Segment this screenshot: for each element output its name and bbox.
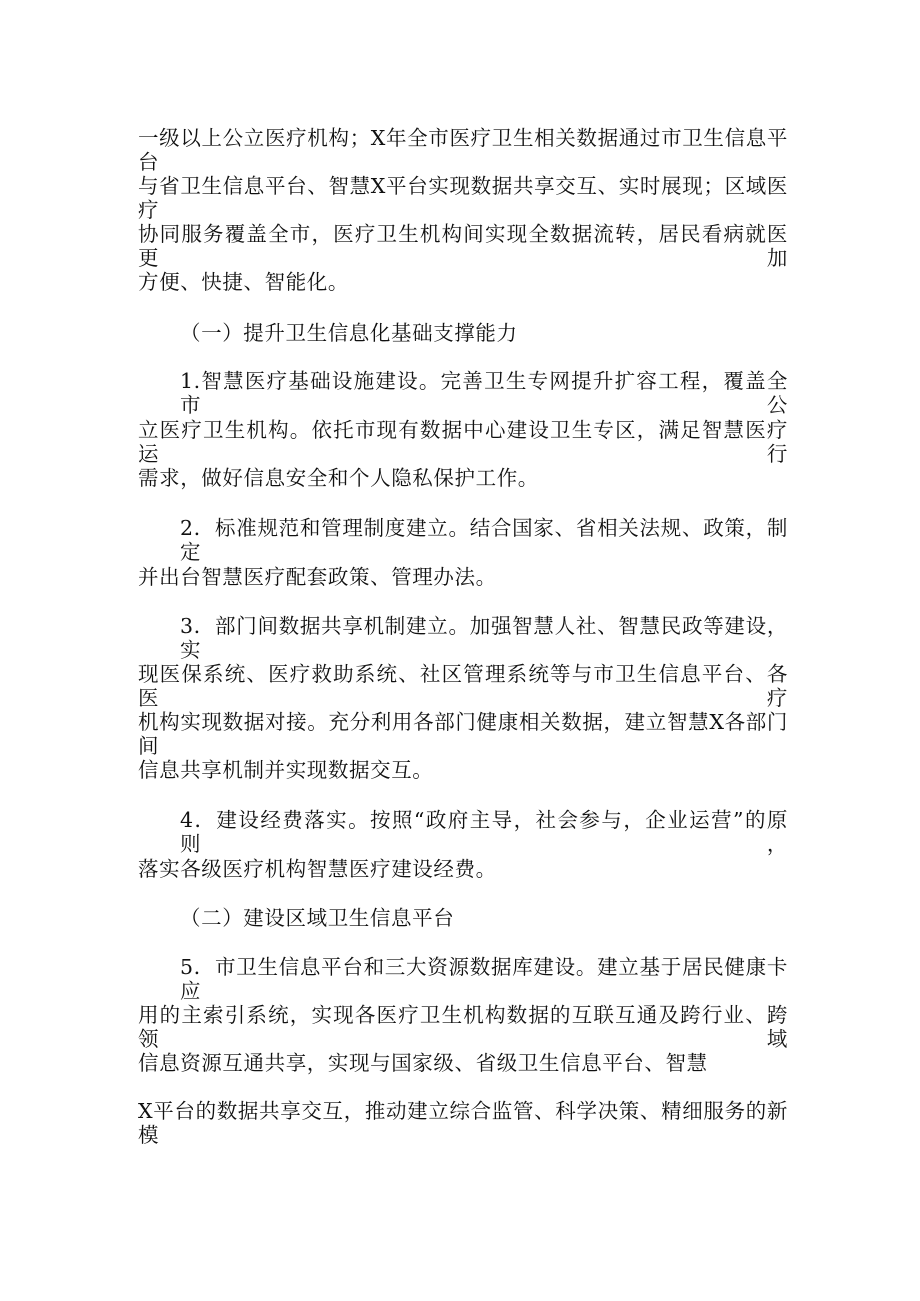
text-line-16: 落实各级医疗机构智慧医疗建设经费。 [138,857,497,881]
text-line-4: 方便、快捷、智能化。 [138,270,349,294]
text-line-2: 与省卫生信息平台、智慧X平台实现数据共享交互、实时展现；区域医疗 [138,174,788,222]
text-line-13: 机构实现数据对接。充分利用各部门健康相关数据，建立智慧X各部门间 [138,710,788,758]
section-heading-1: （一）提升卫生信息化基础支撑能力 [180,321,518,345]
text-line-11: 3．部门间数据共享机制建立。加强智慧人社、智慧民政等建设，实 [180,614,788,662]
text-line-6: 1.智慧医疗基础设施建设。完善卫生专网提升扩容工程，覆盖全市公 [180,369,788,417]
text-line-19: 用的主索引系统，实现各医疗卫生机构数据的互联互通及跨行业、跨领域 [138,1003,788,1051]
text-line-3: 协同服务覆盖全市，医疗卫生机构间实现全数据流转，居民看病就医更加 [138,222,788,270]
text-line-21: X平台的数据共享交互，推动建立综合监管、科学决策、精细服务的新模 [138,1099,788,1147]
text-line-15: 4．建设经费落实。按照“政府主导，社会参与，企业运营”的原则， [180,808,788,856]
text-line-12: 现医保系统、医疗救助系统、社区管理系统等与市卫生信息平台、各医疗 [138,662,788,710]
text-line-1: 一级以上公立医疗机构；X年全市医疗卫生相关数据通过市卫生信息平台 [138,126,788,174]
text-line-10: 并出台智慧医疗配套政策、管理办法。 [138,565,497,589]
text-line-9: 2．标准规范和管理制度建立。结合国家、省相关法规、政策，制定 [180,516,788,564]
section-heading-2: （二）建设区域卫生信息平台 [180,906,455,930]
text-line-7: 立医疗卫生机构。依托市现有数据中心建设卫生专区，满足智慧医疗运行 [138,418,788,466]
text-line-14: 信息共享机制并实现数据交互。 [138,758,434,782]
text-line-20: 信息资源互通共享，实现与国家级、省级卫生信息平台、智慧 [138,1051,708,1075]
text-line-18: 5．市卫生信息平台和三大资源数据库建设。建立基于居民健康卡应 [180,955,788,1003]
text-line-8: 需求，做好信息安全和个人隐私保护工作。 [138,466,539,490]
